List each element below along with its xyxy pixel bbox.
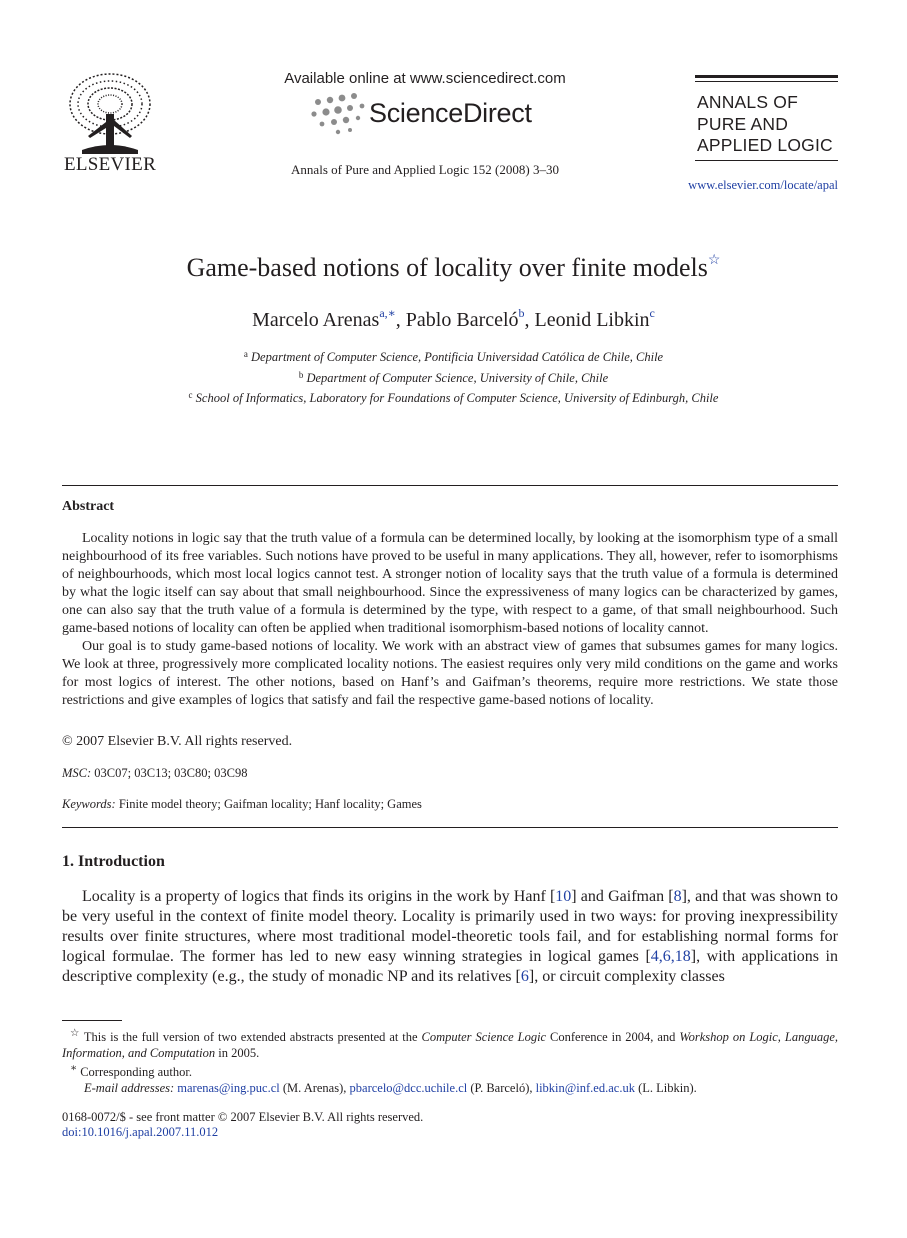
affiliation-item xyxy=(0,346,907,367)
journal-title-line: PURE AND xyxy=(697,113,789,134)
affiliation-list xyxy=(0,346,907,408)
intro-text: Locality is a property of logics that finds its origins in the work by Hanf [ xyxy=(82,888,556,905)
email-owner: (M. Arenas), xyxy=(282,1081,347,1096)
keywords-line xyxy=(62,797,422,812)
footnote-text: This is the full version of two extended abstracts presented at the xyxy=(83,1030,422,1045)
citation-link[interactable]: 10 xyxy=(555,888,572,905)
footnote-text: Conference in 2004, and xyxy=(546,1030,680,1045)
footnote-text: Corresponding author. xyxy=(80,1065,192,1080)
affiliation-mark: c xyxy=(188,390,193,400)
journal-citation: Annals of Pure and Applied Logic 152 (2008) 3–30 xyxy=(291,162,559,177)
author-marks[interactable]: c xyxy=(649,306,655,320)
article-title: Game-based notions of locality over finite models xyxy=(186,253,708,282)
abstract-paragraph: Our goal is to study game-based notions of locality. We work with an abstract view of games that subsumes games for many logics. We look at three, progressively more complicated locality notions. The easiest requires only very mild conditions on the game and works for most logics of interest. The other notions, based on Hanf’s and Gaifman’s theorems, require more restrictions. We state those restrictions and give examples of logics that satisfy and fail the respective game-based notions of locality. xyxy=(62,639,838,708)
intro-text: ], with applications in descriptive complexity (e.g., the study of monadic NP and its relatives [ xyxy=(62,948,839,985)
intro-text: ], and that was shown to be very useful in the context of finite model theory. Locality is primarily used in two ways: for proving inexpressibility results over finite structures, where most traditional model-theoretic tools fail, and for establishing normal forms for logical formulae. The former has led to new easy winning strategies in logical games [ xyxy=(62,888,839,965)
footnote-mark: ☆ xyxy=(70,1028,81,1039)
abstract-body xyxy=(62,530,838,710)
affiliation-text: Department of Computer Science, University of Chile, Chile xyxy=(306,370,609,385)
footnote-venue: Workshop on Logic, Language, Information, and Computation xyxy=(62,1030,839,1061)
journal-title-underline xyxy=(695,160,838,161)
affiliation-item xyxy=(0,367,907,388)
author-marks[interactable]: a,∗ xyxy=(379,306,396,320)
email-label: E-mail addresses: xyxy=(84,1081,175,1096)
section-heading: 1. Introduction xyxy=(62,853,165,870)
author-name: Leonid Libkin xyxy=(534,309,650,331)
footnote-rule xyxy=(62,1020,122,1021)
abstract-copyright: © 2007 Elsevier B.V. All rights reserved. xyxy=(62,734,293,749)
footnote-emails xyxy=(62,1080,838,1096)
author-name: Marcelo Arenas xyxy=(252,309,380,331)
citation-link[interactable]: 8 xyxy=(673,888,682,905)
affiliation-text: Department of Computer Science, Pontificia Universidad Católica de Chile, Chile xyxy=(251,350,664,364)
footnote-mark: ∗ xyxy=(70,1063,78,1075)
affiliation-text: School of Informatics, Laboratory for Foundations of Computer Science, University of Edinburgh, Chile xyxy=(195,391,719,405)
footnotes xyxy=(62,1026,838,1096)
doi-link[interactable]: doi:10.1016/j.apal.2007.11.012 xyxy=(62,1125,219,1139)
abstract-paragraph: Locality notions in logic say that the truth value of a formula can be determined locally, by looking at the isomorphism type of a small neighbourhood of its free variables. Such notions have proved to be useful in many applications. They all, however, refer to isomorphisms of neighbourhoods, which most local logics cannot test. A stronger notion of locality says that the truth value of a formula is determined by what the logic itself can say about that small neighbourhood. Since the expressiveness of many logics can be characterized by games, one can also say that the truth value of a formula is determined by the type, with respect to a game, of that small neighbourhood. Such game-based notions of locality can often be applied when traditional isomorphism-based notions of locality cannot. xyxy=(62,531,838,636)
keywords-label: Keywords: xyxy=(62,797,116,811)
abstract-heading: Abstract xyxy=(62,499,115,514)
journal-title-rules xyxy=(695,75,838,82)
author-list xyxy=(0,306,907,332)
email-link[interactable]: marenas@ing.puc.cl xyxy=(177,1081,280,1096)
author-marks[interactable]: b xyxy=(518,306,525,320)
email-owner: (L. Libkin). xyxy=(638,1081,697,1096)
email-link[interactable]: pbarcelo@dcc.uchile.cl xyxy=(349,1081,468,1096)
journal-title-line: APPLIED LOGIC xyxy=(697,135,833,155)
affiliation-mark: a xyxy=(243,349,248,359)
journal-title-line: ANNALS OF xyxy=(697,92,798,112)
sciencedirect-wordmark: ScienceDirect xyxy=(369,98,532,128)
footnote-text: in 2005. xyxy=(215,1046,260,1061)
intro-text: ], or circuit complexity classes xyxy=(528,968,725,985)
msc-codes: 03C07; 03C13; 03C80; 03C98 xyxy=(94,766,248,780)
journal-title-block xyxy=(697,92,833,157)
keywords-list: Finite model theory; Gaifman locality; Hanf locality; Games xyxy=(118,797,422,811)
footnote-star xyxy=(62,1026,838,1061)
issn-line: 0168-0072/$ - see front matter © 2007 Elsevier B.V. All rights reserved. xyxy=(62,1110,424,1124)
msc-line xyxy=(62,766,247,781)
author-separator: , xyxy=(395,309,406,331)
abstract-top-rule xyxy=(62,485,838,486)
affiliation-mark: b xyxy=(298,369,304,380)
abstract-bottom-rule xyxy=(62,827,838,828)
email-owner: (P. Barceló), xyxy=(470,1081,533,1096)
msc-label: MSC: xyxy=(62,766,92,780)
intro-paragraph xyxy=(62,887,838,987)
title-footnote-mark[interactable]: ☆ xyxy=(707,253,721,268)
availability-notice[interactable]: Available online at www.sciencedirect.com xyxy=(284,70,566,87)
footnote-corresponding xyxy=(62,1061,838,1080)
affiliation-item xyxy=(0,387,907,408)
author-separator: , xyxy=(524,309,535,331)
intro-body xyxy=(62,887,838,987)
author-name: Pablo Barceló xyxy=(405,309,519,331)
email-link[interactable]: libkin@inf.ed.ac.uk xyxy=(535,1081,635,1096)
citation-link[interactable]: 4,6,18 xyxy=(650,948,691,965)
footnote-venue: Computer Science Logic xyxy=(421,1030,547,1045)
journal-homepage-link[interactable]: www.elsevier.com/locate/apal xyxy=(688,178,838,192)
article-title-line xyxy=(0,252,907,283)
intro-text: ] and Gaifman [ xyxy=(571,888,674,905)
citation-link[interactable]: 6 xyxy=(520,968,529,985)
publisher-logo-text: ELSEVIER xyxy=(63,154,157,175)
